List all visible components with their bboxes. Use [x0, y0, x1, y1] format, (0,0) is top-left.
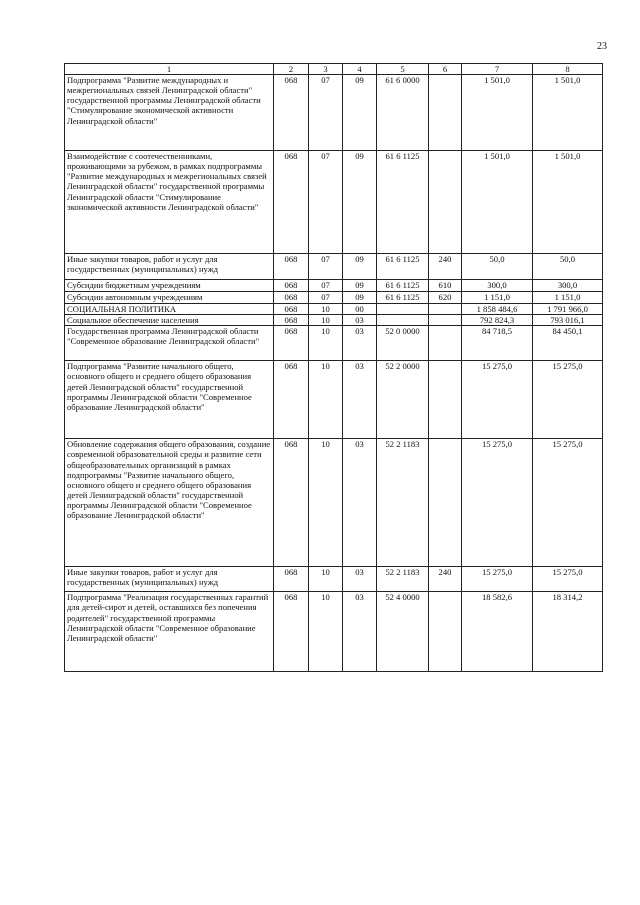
amount-year-2-cell: 1 501,0: [533, 75, 603, 151]
code-target-article-cell: 52 2 0000: [377, 361, 429, 439]
code-ministry-cell: 068: [274, 326, 309, 361]
table-row: [65, 75, 603, 151]
amount-year-2-cell: 1 791 966,0: [533, 304, 603, 315]
amount-year-1-cell: 792 824,3: [462, 315, 533, 326]
table-row: [65, 315, 603, 326]
code-section-cell: 10: [309, 439, 343, 567]
amount-year-2-cell: 18 314,2: [533, 592, 603, 672]
amount-year-2-cell: 15 275,0: [533, 361, 603, 439]
table-row: [65, 254, 603, 280]
code-ministry-cell: 068: [274, 315, 309, 326]
code-ministry-cell: 068: [274, 254, 309, 280]
code-target-article-cell: 61 6 1125: [377, 151, 429, 254]
code-expense-type-cell: [429, 151, 462, 254]
item-name-cell: Социальное обеспечение населения: [65, 315, 274, 326]
code-ministry-cell: 068: [274, 151, 309, 254]
amount-year-1-cell: 15 275,0: [462, 439, 533, 567]
item-name-cell: Государственная программа Ленинградской области "Современное образование Ленинградской области": [65, 326, 274, 361]
code-target-article-cell: 61 6 1125: [377, 280, 429, 292]
code-section-cell: 07: [309, 280, 343, 292]
amount-year-1-cell: 1 501,0: [462, 151, 533, 254]
amount-year-1-cell: 300,0: [462, 280, 533, 292]
code-target-article-cell: 52 2 1183: [377, 439, 429, 567]
table-body: [65, 75, 603, 672]
item-name-cell: Иные закупки товаров, работ и услуг для государственных (муниципальных) нужд: [65, 567, 274, 592]
code-section-cell: 10: [309, 361, 343, 439]
header-cell: 5: [377, 64, 429, 75]
amount-year-1-cell: 1 151,0: [462, 292, 533, 304]
amount-year-1-cell: 18 582,6: [462, 592, 533, 672]
item-name-cell: Подпрограмма "Реализация государственных гарантий для детей-сирот и детей, оставшихся без попечения родителей" государственной программы Ленинградской области "Современное образование Ленинградской области": [65, 592, 274, 672]
header-cell: 3: [309, 64, 343, 75]
header-cell: 4: [343, 64, 377, 75]
code-target-article-cell: [377, 304, 429, 315]
amount-year-2-cell: 1 501,0: [533, 151, 603, 254]
code-section-cell: 10: [309, 592, 343, 672]
code-subsection-cell: 03: [343, 592, 377, 672]
code-target-article-cell: 61 6 0000: [377, 75, 429, 151]
code-section-cell: 07: [309, 75, 343, 151]
header-cell: 6: [429, 64, 462, 75]
table-row: [65, 326, 603, 361]
table-row: [65, 439, 603, 567]
code-subsection-cell: 03: [343, 315, 377, 326]
code-ministry-cell: 068: [274, 292, 309, 304]
code-subsection-cell: 09: [343, 254, 377, 280]
code-expense-type-cell: [429, 75, 462, 151]
header-cell: 7: [462, 64, 533, 75]
code-subsection-cell: 03: [343, 439, 377, 567]
code-expense-type-cell: 620: [429, 292, 462, 304]
item-name-cell: Субсидии бюджетным учреждениям: [65, 280, 274, 292]
amount-year-2-cell: 15 275,0: [533, 567, 603, 592]
code-ministry-cell: 068: [274, 439, 309, 567]
code-subsection-cell: 00: [343, 304, 377, 315]
code-subsection-cell: 09: [343, 75, 377, 151]
code-expense-type-cell: [429, 361, 462, 439]
code-expense-type-cell: [429, 326, 462, 361]
header-cell: 2: [274, 64, 309, 75]
budget-table: [64, 63, 603, 672]
code-target-article-cell: 52 0 0000: [377, 326, 429, 361]
header-cell: 1: [65, 64, 274, 75]
table-row: [65, 361, 603, 439]
code-ministry-cell: 068: [274, 361, 309, 439]
header-row: [65, 64, 603, 75]
code-expense-type-cell: [429, 304, 462, 315]
item-name-cell: Субсидии автономным учреждениям: [65, 292, 274, 304]
amount-year-2-cell: 1 151,0: [533, 292, 603, 304]
header-cell: 8: [533, 64, 603, 75]
code-expense-type-cell: [429, 592, 462, 672]
code-subsection-cell: 09: [343, 151, 377, 254]
code-ministry-cell: 068: [274, 592, 309, 672]
amount-year-2-cell: 793 016,1: [533, 315, 603, 326]
amount-year-2-cell: 84 450,1: [533, 326, 603, 361]
code-expense-type-cell: [429, 439, 462, 567]
code-section-cell: 10: [309, 315, 343, 326]
code-section-cell: 10: [309, 567, 343, 592]
item-name-cell: Подпрограмма "Развитие международных и межрегиональных связей Ленинградской области" государственной программы Ленинградской области "Стимулирование экономической активности Ленинградской области": [65, 75, 274, 151]
code-target-article-cell: 61 6 1125: [377, 292, 429, 304]
code-section-cell: 10: [309, 326, 343, 361]
code-expense-type-cell: [429, 315, 462, 326]
code-subsection-cell: 09: [343, 292, 377, 304]
code-subsection-cell: 03: [343, 567, 377, 592]
table-row: [65, 567, 603, 592]
item-name-cell: Взаимодействие с соотечественниками, проживающими за рубежом, в рамках подпрограммы "Развитие международных и межрегиональных связей Ленинградской области" государственной программы Ленинградской области "Стимулирование экономической активности Ленинградской области": [65, 151, 274, 254]
code-target-article-cell: 52 2 1183: [377, 567, 429, 592]
code-subsection-cell: 09: [343, 280, 377, 292]
code-subsection-cell: 03: [343, 361, 377, 439]
code-subsection-cell: 03: [343, 326, 377, 361]
code-target-article-cell: [377, 315, 429, 326]
amount-year-1-cell: 84 718,5: [462, 326, 533, 361]
table-row: [65, 592, 603, 672]
code-expense-type-cell: 610: [429, 280, 462, 292]
code-ministry-cell: 068: [274, 280, 309, 292]
item-name-cell: Обновление содержания общего образования, создание современной образовательной среды и развитие сети общеобразовательных организаций в рамках подпрограммы "Развитие начального общего, основного общего и среднего общего образования детей Ленинградской области" государственной программы Ленинградской области "Современное образование Ленинградской области": [65, 439, 274, 567]
amount-year-1-cell: 15 275,0: [462, 567, 533, 592]
amount-year-2-cell: 15 275,0: [533, 439, 603, 567]
code-section-cell: 07: [309, 292, 343, 304]
code-target-article-cell: 61 6 1125: [377, 254, 429, 280]
amount-year-1-cell: 50,0: [462, 254, 533, 280]
code-ministry-cell: 068: [274, 567, 309, 592]
table-row: [65, 292, 603, 304]
code-ministry-cell: 068: [274, 304, 309, 315]
table-row: [65, 304, 603, 315]
item-name-cell: Иные закупки товаров, работ и услуг для государственных (муниципальных) нужд: [65, 254, 274, 280]
table-row: [65, 151, 603, 254]
code-target-article-cell: 52 4 0000: [377, 592, 429, 672]
code-section-cell: 10: [309, 304, 343, 315]
code-ministry-cell: 068: [274, 75, 309, 151]
amount-year-2-cell: 50,0: [533, 254, 603, 280]
amount-year-1-cell: 1 858 484,6: [462, 304, 533, 315]
item-name-cell: СОЦИАЛЬНАЯ ПОЛИТИКА: [65, 304, 274, 315]
code-section-cell: 07: [309, 254, 343, 280]
item-name-cell: Подпрограмма "Развитие начального общего, основного общего и среднего общего образования детей Ленинградской области" государственной программы Ленинградской области "Современное образование Ленинградской области": [65, 361, 274, 439]
amount-year-1-cell: 1 501,0: [462, 75, 533, 151]
code-section-cell: 07: [309, 151, 343, 254]
amount-year-2-cell: 300,0: [533, 280, 603, 292]
code-expense-type-cell: 240: [429, 254, 462, 280]
amount-year-1-cell: 15 275,0: [462, 361, 533, 439]
code-expense-type-cell: 240: [429, 567, 462, 592]
page-number: 23: [597, 41, 607, 52]
table-row: [65, 280, 603, 292]
